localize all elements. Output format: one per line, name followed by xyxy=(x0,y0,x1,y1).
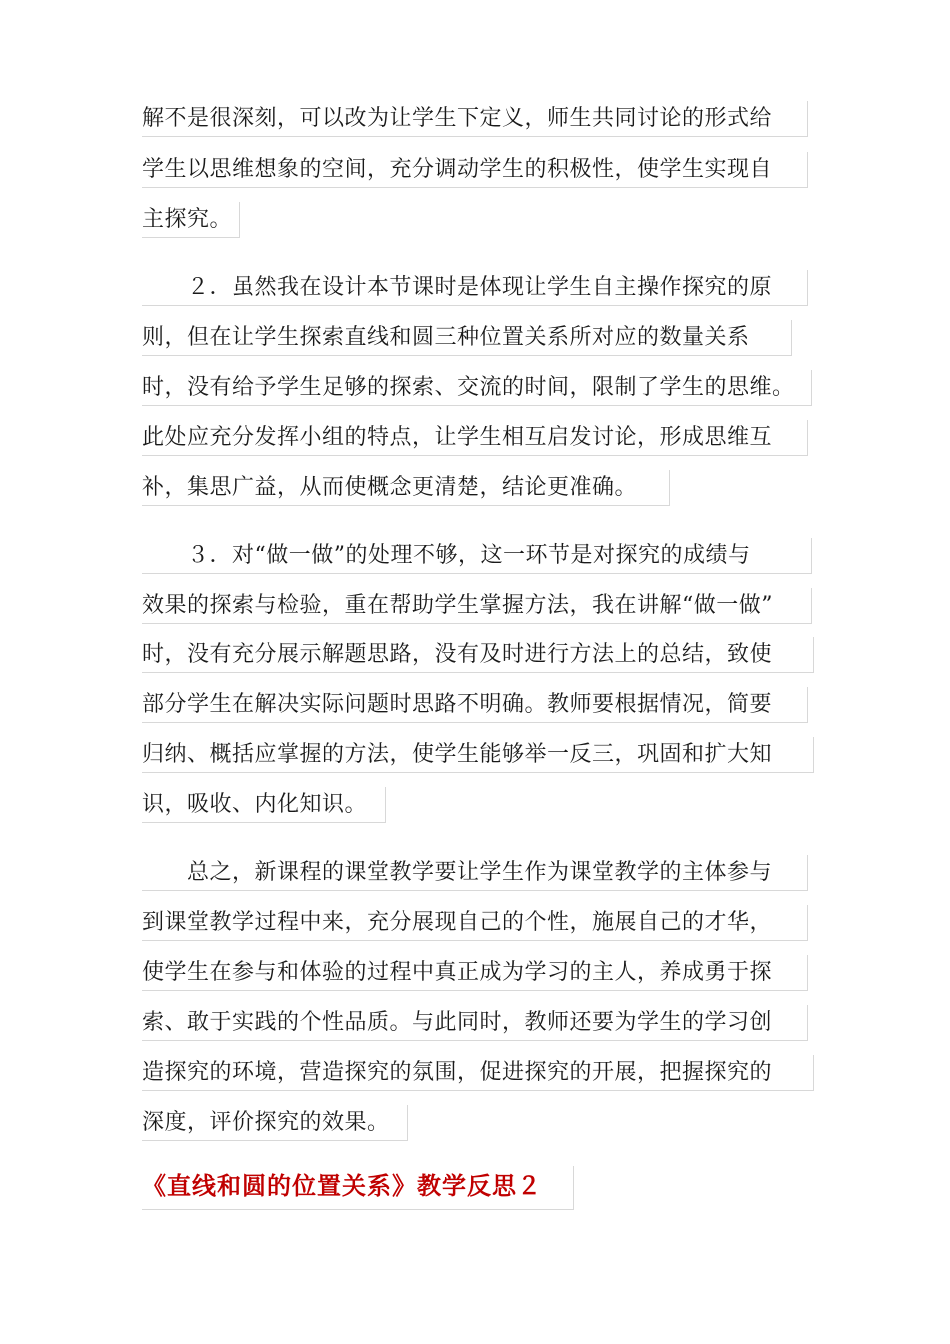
paragraph-4-line-6: 深度，评价探究的效果。 xyxy=(142,1105,408,1141)
paragraph-3-line-6: 识，吸收、内化知识。 xyxy=(142,787,386,823)
paragraph-1-line-1: 解不是很深刻，可以改为让学生下定义，师生共同讨论的形式给 xyxy=(142,101,808,137)
paragraph-2-line-2: 则，但在让学生探索直线和圆三种位置关系所对应的数量关系 xyxy=(142,320,792,356)
paragraph-2-line-5: 补，集思广益，从而使概念更清楚，结论更准确。 xyxy=(142,470,670,506)
paragraph-3-line-4: 部分学生在解决实际问题时思路不明确。教师要根据情况，简要 xyxy=(142,687,808,723)
paragraph-2-line-4: 此处应充分发挥小组的特点，让学生相互启发讨论，形成思维互 xyxy=(142,420,808,456)
paragraph-4-line-1: 总之，新课程的课堂教学要让学生作为课堂教学的主体参与 xyxy=(142,855,808,891)
paragraph-4-line-5: 造探究的环境，营造探究的氛围，促进探究的开展，把握探究的 xyxy=(142,1055,814,1091)
paragraph-4-line-3: 使学生在参与和体验的过程中真正成为学习的主人，养成勇于探 xyxy=(142,955,808,991)
paragraph-4-line-4: 索、敢于实践的个性品质。与此同时，教师还要为学生的学习创 xyxy=(142,1005,808,1041)
paragraph-3-line-3: 时，没有充分展示解题思路，没有及时进行方法上的总结，致使 xyxy=(142,637,814,673)
paragraph-4-line-2: 到课堂教学过程中来，充分展现自己的个性，施展自己的才华， xyxy=(142,905,808,941)
paragraph-3-line-5: 归纳、概括应掌握的方法，使学生能够举一反三，巩固和扩大知 xyxy=(142,737,814,773)
paragraph-1-line-2: 学生以思维想象的空间，充分调动学生的积极性，使学生实现自 xyxy=(142,152,808,188)
paragraph-3-line-2: 效果的探索与检验，重在帮助学生掌握方法，我在讲解“做一做” xyxy=(142,588,812,624)
paragraph-3-line-1: ３．对“做一做”的处理不够，这一环节是对探究的成绩与 xyxy=(142,538,812,574)
paragraph-2-line-3: 时，没有给予学生足够的探索、交流的时间，限制了学生的思维。 xyxy=(142,370,812,406)
paragraph-1-line-3: 主探究。 xyxy=(142,202,240,238)
paragraph-2-line-1: ２．虽然我在设计本节课时是体现让学生自主操作探究的原 xyxy=(142,270,808,306)
section-heading: 《直线和圆的位置关系》教学反思２ xyxy=(142,1166,574,1210)
